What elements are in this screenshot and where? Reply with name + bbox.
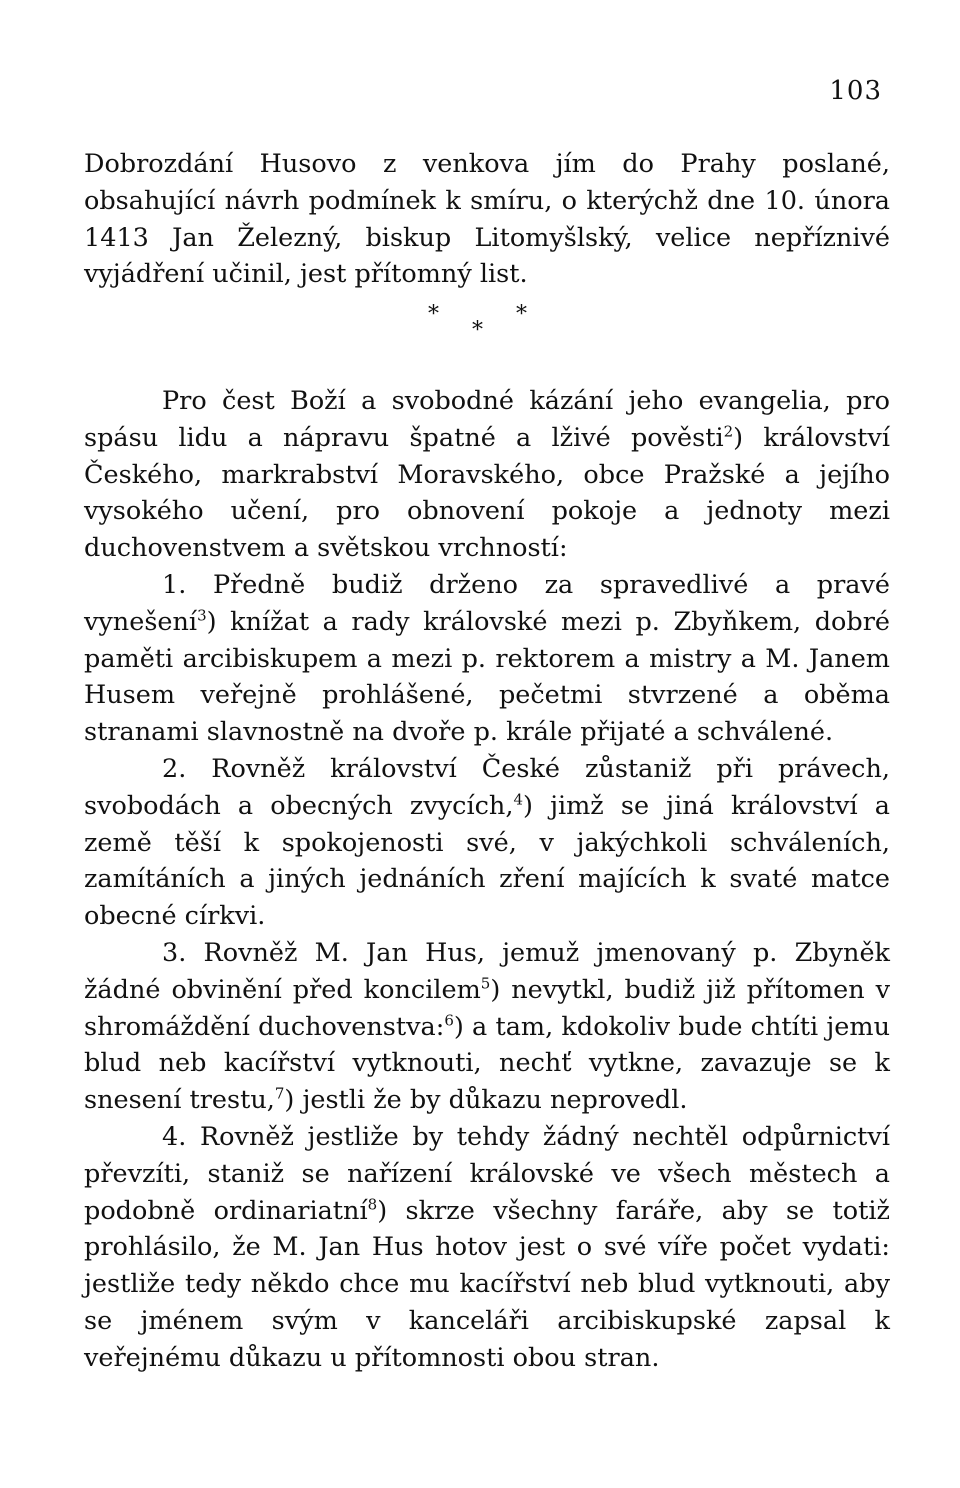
intro-paragraph: Dobrozdání Husovo z venkova jím do Prahy poslané, obsahující návrh podmínek k smíru, o kterýchž dne 10. února 1413 Jan Železný, biskup Litomyšlský, velice nepříznivé vyjádření učinil, jest přítomný list. xyxy=(84,149,890,290)
item-text: ) jestli že by důkazu neprovedl. xyxy=(284,1085,688,1116)
asterisk: * xyxy=(516,302,527,327)
preamble-paragraph xyxy=(84,383,890,567)
item-2-paragraph xyxy=(84,751,890,935)
item-text: 4. Rovněž jestliže by tehdy žádný nechtěl odpůrnictví převzíti, staniž se nařízení královské ve všech městech a podobně ordinariatní xyxy=(84,1121,890,1226)
footnote-ref: 7 xyxy=(274,1084,285,1103)
footnote-ref: 2 xyxy=(723,422,734,441)
item-text: ) knížat a rady královské mezi p. Zbyňkem, dobré paměti arcibiskupem a mezi p. rektorem a mistry a M. Janem Husem veřejně prohlášené, pečetmi stvrzené a oběma stranami slavnostně na dvoře p. krále přijaté a schválené. xyxy=(84,606,890,748)
item-text: 1. Předně budiž drženo za spravedlivé a pravé vynešení xyxy=(84,569,890,637)
item-text: 2. Rovněž království České zůstaniž při právech, svobodách a obecných zvycích, xyxy=(84,753,890,821)
footnote-ref: 6 xyxy=(444,1011,454,1030)
item-4-paragraph xyxy=(84,1119,890,1377)
preamble-text: ) království Českého, markrabství Moravského, obce Pražské a jejího vysokého učení, pro obnovení pokoje a jednoty mezi duchovenstvem a světskou vrchností: xyxy=(84,422,890,564)
preamble-text: Pro čest Boží a svobodné kázání jeho evangelia, pro spásu lidu a nápravu špatné a lživé pověsti xyxy=(84,386,890,453)
item-text: ) skrze všechny faráře, aby se totiž prohlásilo, že M. Jan Hus hotov jest o své víře počet vydati: jestliže tedy někdo chce mu kacířství neb blud vytknouti, aby se jménem svým v kanceláři arcibiskupské zapsal k veřejnému důkazu u přítomnosti obou stran. xyxy=(84,1195,890,1373)
asterism-divider xyxy=(420,298,540,348)
asterisk: * xyxy=(472,318,483,343)
footnote-ref: 3 xyxy=(197,606,207,625)
page-number: 103 xyxy=(829,76,882,106)
main-text xyxy=(84,383,890,1377)
footnote-ref: 5 xyxy=(480,974,491,993)
item-text: ) nevytkl, budiž již přítomen v shromáždění duchovenstva: xyxy=(84,974,891,1042)
item-text: ) jimž se jiná království a země těší k spokojenosti své, v jakýchkoli schváleních, zamítáních a jiných jednáních zření majících k svaté matce obecné církvi. xyxy=(84,790,890,932)
item-1-paragraph xyxy=(84,567,890,751)
item-text: 3. Rovněž M. Jan Hus, jemuž jmenovaný p. Zbyněk žádné obvinění před koncilem xyxy=(84,937,890,1005)
item-3-paragraph xyxy=(84,935,890,1119)
footnote-ref: 4 xyxy=(513,790,523,809)
footnote-ref: 8 xyxy=(367,1195,378,1214)
asterisk: * xyxy=(428,302,439,327)
item-text: ) a tam, kdokoliv bude chtíti jemu blud neb kacířství vytknouti, nechť vytkne, zavazuje se k snesení trestu, xyxy=(84,1011,890,1116)
